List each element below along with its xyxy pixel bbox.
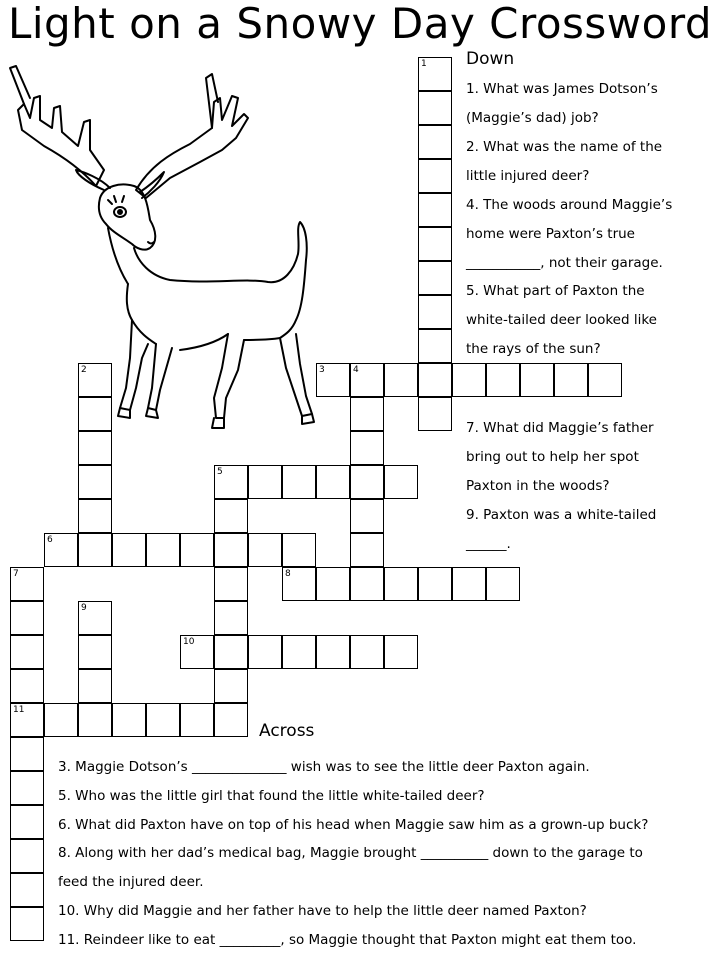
grid-cell[interactable] xyxy=(350,363,384,397)
grid-cell[interactable] xyxy=(10,635,44,669)
grid-cell[interactable] xyxy=(486,567,520,601)
clue-number: 8 xyxy=(285,569,291,579)
grid-cell[interactable] xyxy=(418,193,452,227)
clue-number: 6 xyxy=(47,535,53,545)
grid-cell[interactable] xyxy=(316,635,350,669)
grid-cell[interactable] xyxy=(214,635,248,669)
grid-cell[interactable] xyxy=(10,771,44,805)
grid-cell[interactable] xyxy=(282,635,316,669)
grid-cell[interactable] xyxy=(78,499,112,533)
deer-illustration xyxy=(0,58,340,438)
down-clue-line: 2. What was the name of the xyxy=(466,139,663,155)
grid-cell[interactable] xyxy=(418,295,452,329)
grid-cell[interactable] xyxy=(350,567,384,601)
grid-cell[interactable] xyxy=(418,567,452,601)
grid-cell[interactable] xyxy=(248,635,282,669)
grid-cell[interactable] xyxy=(214,601,248,635)
grid-cell[interactable] xyxy=(78,635,112,669)
grid-cell[interactable] xyxy=(10,805,44,839)
grid-cell[interactable] xyxy=(452,567,486,601)
grid-cell[interactable] xyxy=(10,907,44,941)
grid-cell[interactable] xyxy=(418,159,452,193)
grid-cell[interactable] xyxy=(520,363,554,397)
clue-number: 4 xyxy=(353,365,359,375)
across-clue-line: 11. Reindeer like to eat _________, so Maggie thought that Paxton might eat them too. xyxy=(58,932,637,948)
grid-cell[interactable] xyxy=(180,703,214,737)
grid-cell[interactable] xyxy=(78,397,112,431)
clue-number: 5 xyxy=(217,467,223,477)
clue-number: 10 xyxy=(183,637,195,647)
grid-cell[interactable] xyxy=(350,635,384,669)
grid-cell[interactable] xyxy=(350,465,384,499)
grid-cell[interactable] xyxy=(588,363,622,397)
grid-cell[interactable] xyxy=(214,567,248,601)
grid-cell[interactable] xyxy=(78,363,112,397)
grid-cell[interactable] xyxy=(418,125,452,159)
grid-cell[interactable] xyxy=(10,873,44,907)
grid-cell[interactable] xyxy=(248,465,282,499)
across-heading: Across xyxy=(259,721,315,741)
across-clue-line: 6. What did Paxton have on top of his head when Maggie saw him as a grown-up buck? xyxy=(58,817,649,833)
grid-cell[interactable] xyxy=(180,635,214,669)
grid-cell[interactable] xyxy=(418,397,452,431)
grid-cell[interactable] xyxy=(214,499,248,533)
page-title: Light on a Snowy Day Crossword xyxy=(7,0,713,48)
grid-cell[interactable] xyxy=(214,465,248,499)
grid-cell[interactable] xyxy=(214,669,248,703)
grid-cell[interactable] xyxy=(418,329,452,363)
grid-cell[interactable] xyxy=(316,363,350,397)
grid-cell[interactable] xyxy=(44,703,78,737)
grid-cell[interactable] xyxy=(10,567,44,601)
grid-cell[interactable] xyxy=(10,601,44,635)
down-heading: Down xyxy=(466,49,515,69)
grid-cell[interactable] xyxy=(78,465,112,499)
grid-cell[interactable] xyxy=(350,499,384,533)
grid-cell[interactable] xyxy=(78,601,112,635)
down-clue-line: ______. xyxy=(466,536,511,552)
grid-cell[interactable] xyxy=(350,533,384,567)
across-clue-line: 5. Who was the little girl that found the little white-tailed deer? xyxy=(58,788,485,804)
grid-cell[interactable] xyxy=(112,533,146,567)
grid-cell[interactable] xyxy=(418,363,452,397)
grid-cell[interactable] xyxy=(350,397,384,431)
grid-cell[interactable] xyxy=(384,567,418,601)
down-clue-line: 9. Paxton was a white-tailed xyxy=(466,507,657,523)
down-clue-line: ___________, not their garage. xyxy=(466,255,663,271)
across-clue-line: 3. Maggie Dotson’s ______________ wish was to see the little deer Paxton again. xyxy=(58,759,590,775)
grid-cell[interactable] xyxy=(10,669,44,703)
grid-cell[interactable] xyxy=(214,703,248,737)
down-clue-line: (Maggie’s dad) job? xyxy=(466,110,599,126)
grid-cell[interactable] xyxy=(282,567,316,601)
grid-cell[interactable] xyxy=(44,533,78,567)
down-clue-line: 7. What did Maggie’s father xyxy=(466,420,654,436)
grid-cell[interactable] xyxy=(554,363,588,397)
grid-cell[interactable] xyxy=(214,533,248,567)
grid-cell[interactable] xyxy=(486,363,520,397)
grid-cell[interactable] xyxy=(384,635,418,669)
grid-cell[interactable] xyxy=(316,465,350,499)
grid-cell[interactable] xyxy=(112,703,146,737)
down-clue-line: 1. What was James Dotson’s xyxy=(466,81,658,97)
grid-cell[interactable] xyxy=(384,465,418,499)
clue-number: 2 xyxy=(81,365,87,375)
grid-cell[interactable] xyxy=(10,703,44,737)
grid-cell[interactable] xyxy=(146,703,180,737)
grid-cell[interactable] xyxy=(384,363,418,397)
grid-cell[interactable] xyxy=(350,431,384,465)
down-clue-line: little injured deer? xyxy=(466,168,590,184)
across-clue-line: feed the injured deer. xyxy=(58,874,204,890)
down-clue-line: bring out to help her spot xyxy=(466,449,639,465)
clue-number: 1 xyxy=(421,59,427,69)
grid-cell[interactable] xyxy=(282,533,316,567)
down-clue-line: the rays of the sun? xyxy=(466,341,601,357)
grid-cell[interactable] xyxy=(78,703,112,737)
grid-cell[interactable] xyxy=(418,91,452,125)
across-clue-line: 8. Along with her dad’s medical bag, Maggie brought __________ down to the garage to xyxy=(58,845,643,861)
down-clue-line: home were Paxton’s true xyxy=(466,226,635,242)
clue-number: 7 xyxy=(13,569,19,579)
clue-number: 9 xyxy=(81,603,87,613)
grid-cell[interactable] xyxy=(282,465,316,499)
grid-cell[interactable] xyxy=(418,261,452,295)
clue-number: 3 xyxy=(319,365,325,375)
grid-cell[interactable] xyxy=(316,567,350,601)
grid-cell[interactable] xyxy=(180,533,214,567)
grid-cell[interactable] xyxy=(418,57,452,91)
clue-number: 11 xyxy=(13,705,25,715)
grid-cell[interactable] xyxy=(248,533,282,567)
down-clue-line: white-tailed deer looked like xyxy=(466,312,657,328)
grid-cell[interactable] xyxy=(10,737,44,771)
down-clue-line: Paxton in the woods? xyxy=(466,478,610,494)
grid-cell[interactable] xyxy=(10,839,44,873)
grid-cell[interactable] xyxy=(452,363,486,397)
grid-cell[interactable] xyxy=(78,431,112,465)
across-clue-line: 10. Why did Maggie and her father have to help the little deer named Paxton? xyxy=(58,903,587,919)
down-clue-line: 4. The woods around Maggie’s xyxy=(466,197,673,213)
grid-cell[interactable] xyxy=(78,669,112,703)
grid-cell[interactable] xyxy=(146,533,180,567)
grid-cell[interactable] xyxy=(418,227,452,261)
grid-cell[interactable] xyxy=(78,533,112,567)
down-clue-line: 5. What part of Paxton the xyxy=(466,283,645,299)
